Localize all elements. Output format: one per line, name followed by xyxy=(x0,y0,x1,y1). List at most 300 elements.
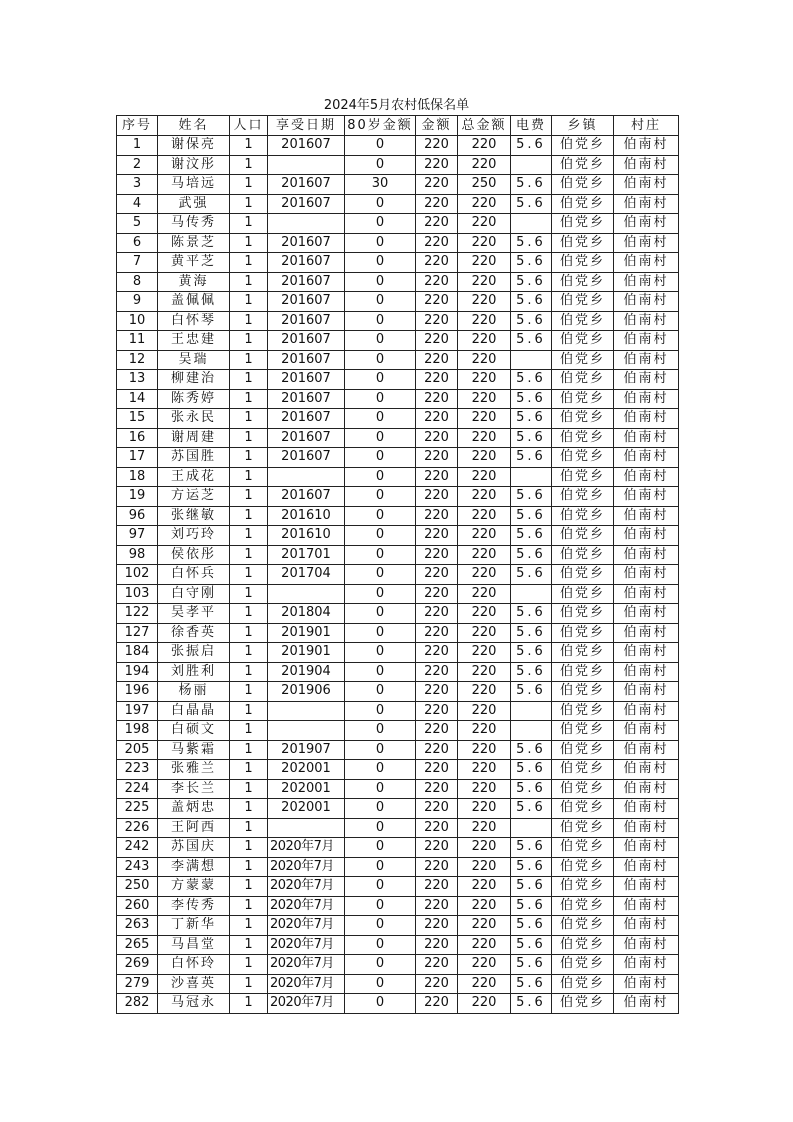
table-row xyxy=(117,721,679,741)
electricity-fee-cell xyxy=(511,701,552,721)
electricity-fee-cell: 5.6 xyxy=(511,448,552,468)
amount-cell: 220 xyxy=(416,857,458,877)
population-cell: 1 xyxy=(230,526,268,546)
table-row xyxy=(117,779,679,799)
name-cell: 张永民 xyxy=(158,409,230,429)
amount-cell: 220 xyxy=(416,350,458,370)
age80-amount-cell: 0 xyxy=(345,136,416,156)
name-cell: 刘巧玲 xyxy=(158,526,230,546)
electricity-fee-cell: 5.6 xyxy=(511,506,552,526)
name-cell: 马紫霜 xyxy=(158,740,230,760)
population-cell: 1 xyxy=(230,194,268,214)
table-row xyxy=(117,916,679,936)
village-cell: 伯南村 xyxy=(614,175,679,195)
township-cell: 伯党乡 xyxy=(552,331,614,351)
population-cell: 1 xyxy=(230,643,268,663)
age80-amount-cell: 0 xyxy=(345,292,416,312)
start-date-cell: 201607 xyxy=(268,448,345,468)
serial-no-cell: 103 xyxy=(117,584,158,604)
total-amount-cell: 220 xyxy=(458,311,511,331)
total-amount-cell: 220 xyxy=(458,467,511,487)
electricity-fee-cell: 5.6 xyxy=(511,682,552,702)
serial-no-cell: 18 xyxy=(117,467,158,487)
electricity-fee-cell: 5.6 xyxy=(511,194,552,214)
population-cell: 1 xyxy=(230,370,268,390)
total-amount-cell: 220 xyxy=(458,545,511,565)
table-row xyxy=(117,643,679,663)
start-date-cell xyxy=(268,701,345,721)
table-row xyxy=(117,623,679,643)
table-row xyxy=(117,974,679,994)
village-cell: 伯南村 xyxy=(614,682,679,702)
age80-amount-cell: 0 xyxy=(345,545,416,565)
age80-amount-cell: 0 xyxy=(345,701,416,721)
serial-no-cell: 7 xyxy=(117,253,158,273)
electricity-fee-cell: 5.6 xyxy=(511,428,552,448)
table-row xyxy=(117,487,679,507)
village-cell: 伯南村 xyxy=(614,662,679,682)
township-cell: 伯党乡 xyxy=(552,194,614,214)
population-cell: 1 xyxy=(230,428,268,448)
total-amount-cell: 220 xyxy=(458,292,511,312)
name-cell: 白怀琴 xyxy=(158,311,230,331)
age80-amount-cell: 0 xyxy=(345,428,416,448)
serial-no-cell: 127 xyxy=(117,623,158,643)
total-amount-cell: 220 xyxy=(458,740,511,760)
table-row xyxy=(117,272,679,292)
start-date-cell xyxy=(268,155,345,175)
village-cell: 伯南村 xyxy=(614,643,679,663)
amount-cell: 220 xyxy=(416,799,458,819)
name-cell: 白怀玲 xyxy=(158,955,230,975)
total-amount-cell: 220 xyxy=(458,253,511,273)
village-cell: 伯南村 xyxy=(614,818,679,838)
start-date-cell: 201804 xyxy=(268,604,345,624)
low-income-roster-table xyxy=(116,115,679,1014)
total-amount-cell: 220 xyxy=(458,779,511,799)
township-cell: 伯党乡 xyxy=(552,896,614,916)
age80-amount-cell: 0 xyxy=(345,896,416,916)
serial-no-cell: 1 xyxy=(117,136,158,156)
population-cell: 1 xyxy=(230,682,268,702)
total-amount-cell: 220 xyxy=(458,370,511,390)
table-row xyxy=(117,838,679,858)
table-row xyxy=(117,311,679,331)
table-row xyxy=(117,740,679,760)
population-cell: 1 xyxy=(230,623,268,643)
village-cell: 伯南村 xyxy=(614,194,679,214)
total-amount-cell: 220 xyxy=(458,155,511,175)
electricity-fee-cell: 5.6 xyxy=(511,565,552,585)
serial-no-cell: 2 xyxy=(117,155,158,175)
township-cell: 伯党乡 xyxy=(552,487,614,507)
total-amount-cell: 220 xyxy=(458,214,511,234)
township-cell: 伯党乡 xyxy=(552,818,614,838)
total-amount-cell: 220 xyxy=(458,584,511,604)
name-cell: 黄平芝 xyxy=(158,253,230,273)
total-amount-cell: 220 xyxy=(458,331,511,351)
table-row xyxy=(117,662,679,682)
village-cell: 伯南村 xyxy=(614,857,679,877)
serial-no-cell: 19 xyxy=(117,487,158,507)
village-cell: 伯南村 xyxy=(614,526,679,546)
amount-cell: 220 xyxy=(416,740,458,760)
serial-no-cell: 265 xyxy=(117,935,158,955)
age80-amount-cell: 0 xyxy=(345,233,416,253)
table-row xyxy=(117,409,679,429)
village-cell: 伯南村 xyxy=(614,428,679,448)
village-cell: 伯南村 xyxy=(614,370,679,390)
population-cell: 1 xyxy=(230,448,268,468)
total-amount-cell: 220 xyxy=(458,974,511,994)
amount-cell: 220 xyxy=(416,370,458,390)
header-township: 乡镇 xyxy=(552,116,614,136)
electricity-fee-cell: 5.6 xyxy=(511,253,552,273)
name-cell: 李传秀 xyxy=(158,896,230,916)
population-cell: 1 xyxy=(230,604,268,624)
township-cell: 伯党乡 xyxy=(552,779,614,799)
total-amount-cell: 220 xyxy=(458,272,511,292)
name-cell: 苏国庆 xyxy=(158,838,230,858)
name-cell: 盖炳忠 xyxy=(158,799,230,819)
header-total-amount: 总金额 xyxy=(458,116,511,136)
township-cell: 伯党乡 xyxy=(552,604,614,624)
serial-no-cell: 198 xyxy=(117,721,158,741)
table-row xyxy=(117,955,679,975)
age80-amount-cell: 0 xyxy=(345,467,416,487)
header-village: 村庄 xyxy=(614,116,679,136)
amount-cell: 220 xyxy=(416,838,458,858)
amount-cell: 220 xyxy=(416,409,458,429)
serial-no-cell: 102 xyxy=(117,565,158,585)
population-cell: 1 xyxy=(230,896,268,916)
age80-amount-cell: 0 xyxy=(345,331,416,351)
name-cell: 方蒙蒙 xyxy=(158,877,230,897)
name-cell: 吴孝平 xyxy=(158,604,230,624)
township-cell: 伯党乡 xyxy=(552,857,614,877)
start-date-cell: 201901 xyxy=(268,623,345,643)
population-cell: 1 xyxy=(230,760,268,780)
electricity-fee-cell: 5.6 xyxy=(511,272,552,292)
village-cell: 伯南村 xyxy=(614,935,679,955)
serial-no-cell: 225 xyxy=(117,799,158,819)
township-cell: 伯党乡 xyxy=(552,916,614,936)
village-cell: 伯南村 xyxy=(614,389,679,409)
name-cell: 马培远 xyxy=(158,175,230,195)
age80-amount-cell: 0 xyxy=(345,487,416,507)
total-amount-cell: 220 xyxy=(458,623,511,643)
electricity-fee-cell xyxy=(511,584,552,604)
population-cell: 1 xyxy=(230,331,268,351)
header-age80-amount: 80岁金额 xyxy=(345,116,416,136)
start-date-cell: 2020年7月 xyxy=(268,994,345,1014)
document-title: 2024年5月农村低保名单 xyxy=(323,98,470,113)
serial-no-cell: 224 xyxy=(117,779,158,799)
name-cell: 谢保亮 xyxy=(158,136,230,156)
township-cell: 伯党乡 xyxy=(552,526,614,546)
serial-no-cell: 97 xyxy=(117,526,158,546)
amount-cell: 220 xyxy=(416,896,458,916)
start-date-cell: 201904 xyxy=(268,662,345,682)
name-cell: 白怀兵 xyxy=(158,565,230,585)
amount-cell: 220 xyxy=(416,760,458,780)
serial-no-cell: 14 xyxy=(117,389,158,409)
population-cell: 1 xyxy=(230,994,268,1014)
village-cell: 伯南村 xyxy=(614,350,679,370)
township-cell: 伯党乡 xyxy=(552,233,614,253)
electricity-fee-cell: 5.6 xyxy=(511,545,552,565)
start-date-cell: 201607 xyxy=(268,233,345,253)
serial-no-cell: 6 xyxy=(117,233,158,253)
total-amount-cell: 220 xyxy=(458,955,511,975)
township-cell: 伯党乡 xyxy=(552,467,614,487)
serial-no-cell: 279 xyxy=(117,974,158,994)
serial-no-cell: 17 xyxy=(117,448,158,468)
population-cell: 1 xyxy=(230,233,268,253)
table-row xyxy=(117,682,679,702)
village-cell: 伯南村 xyxy=(614,311,679,331)
township-cell: 伯党乡 xyxy=(552,935,614,955)
age80-amount-cell: 0 xyxy=(345,643,416,663)
age80-amount-cell: 0 xyxy=(345,194,416,214)
amount-cell: 220 xyxy=(416,916,458,936)
name-cell: 沙喜英 xyxy=(158,974,230,994)
township-cell: 伯党乡 xyxy=(552,370,614,390)
population-cell: 1 xyxy=(230,799,268,819)
age80-amount-cell: 0 xyxy=(345,721,416,741)
village-cell: 伯南村 xyxy=(614,623,679,643)
age80-amount-cell: 0 xyxy=(345,779,416,799)
electricity-fee-cell: 5.6 xyxy=(511,799,552,819)
township-cell: 伯党乡 xyxy=(552,409,614,429)
population-cell: 1 xyxy=(230,740,268,760)
village-cell: 伯南村 xyxy=(614,955,679,975)
township-cell: 伯党乡 xyxy=(552,643,614,663)
population-cell: 1 xyxy=(230,136,268,156)
village-cell: 伯南村 xyxy=(614,994,679,1014)
amount-cell: 220 xyxy=(416,818,458,838)
electricity-fee-cell: 5.6 xyxy=(511,935,552,955)
serial-no-cell: 197 xyxy=(117,701,158,721)
age80-amount-cell: 0 xyxy=(345,955,416,975)
amount-cell: 220 xyxy=(416,643,458,663)
total-amount-cell: 220 xyxy=(458,857,511,877)
age80-amount-cell: 30 xyxy=(345,175,416,195)
population-cell: 1 xyxy=(230,214,268,234)
serial-no-cell: 243 xyxy=(117,857,158,877)
township-cell: 伯党乡 xyxy=(552,506,614,526)
township-cell: 伯党乡 xyxy=(552,838,614,858)
table-row xyxy=(117,896,679,916)
start-date-cell xyxy=(268,467,345,487)
start-date-cell: 201607 xyxy=(268,350,345,370)
population-cell: 1 xyxy=(230,818,268,838)
village-cell: 伯南村 xyxy=(614,779,679,799)
village-cell: 伯南村 xyxy=(614,740,679,760)
amount-cell: 220 xyxy=(416,194,458,214)
name-cell: 王阿西 xyxy=(158,818,230,838)
age80-amount-cell: 0 xyxy=(345,994,416,1014)
table-row xyxy=(117,701,679,721)
village-cell: 伯南村 xyxy=(614,974,679,994)
electricity-fee-cell: 5.6 xyxy=(511,409,552,429)
total-amount-cell: 220 xyxy=(458,526,511,546)
village-cell: 伯南村 xyxy=(614,760,679,780)
start-date-cell: 202001 xyxy=(268,799,345,819)
total-amount-cell: 220 xyxy=(458,643,511,663)
age80-amount-cell: 0 xyxy=(345,584,416,604)
electricity-fee-cell: 5.6 xyxy=(511,662,552,682)
township-cell: 伯党乡 xyxy=(552,175,614,195)
population-cell: 1 xyxy=(230,175,268,195)
amount-cell: 220 xyxy=(416,721,458,741)
age80-amount-cell: 0 xyxy=(345,506,416,526)
age80-amount-cell: 0 xyxy=(345,799,416,819)
population-cell: 1 xyxy=(230,292,268,312)
total-amount-cell: 220 xyxy=(458,389,511,409)
table-row xyxy=(117,545,679,565)
table-row xyxy=(117,760,679,780)
amount-cell: 220 xyxy=(416,584,458,604)
serial-no-cell: 184 xyxy=(117,643,158,663)
township-cell: 伯党乡 xyxy=(552,955,614,975)
name-cell: 马冠永 xyxy=(158,994,230,1014)
electricity-fee-cell: 5.6 xyxy=(511,526,552,546)
total-amount-cell: 220 xyxy=(458,935,511,955)
name-cell: 陈秀婷 xyxy=(158,389,230,409)
electricity-fee-cell: 5.6 xyxy=(511,916,552,936)
township-cell: 伯党乡 xyxy=(552,974,614,994)
township-cell: 伯党乡 xyxy=(552,682,614,702)
township-cell: 伯党乡 xyxy=(552,253,614,273)
header-start-date: 享受日期 xyxy=(268,116,345,136)
start-date-cell: 201607 xyxy=(268,409,345,429)
serial-no-cell: 122 xyxy=(117,604,158,624)
electricity-fee-cell: 5.6 xyxy=(511,292,552,312)
electricity-fee-cell: 5.6 xyxy=(511,487,552,507)
start-date-cell: 201906 xyxy=(268,682,345,702)
table-row xyxy=(117,799,679,819)
start-date-cell: 2020年7月 xyxy=(268,877,345,897)
village-cell: 伯南村 xyxy=(614,896,679,916)
age80-amount-cell: 0 xyxy=(345,253,416,273)
total-amount-cell: 220 xyxy=(458,409,511,429)
amount-cell: 220 xyxy=(416,526,458,546)
electricity-fee-cell: 5.6 xyxy=(511,974,552,994)
total-amount-cell: 220 xyxy=(458,701,511,721)
electricity-fee-cell xyxy=(511,467,552,487)
name-cell: 王忠建 xyxy=(158,331,230,351)
age80-amount-cell: 0 xyxy=(345,935,416,955)
total-amount-cell: 220 xyxy=(458,896,511,916)
village-cell: 伯南村 xyxy=(614,272,679,292)
population-cell: 1 xyxy=(230,155,268,175)
table-row xyxy=(117,175,679,195)
start-date-cell: 201607 xyxy=(268,194,345,214)
name-cell: 苏国胜 xyxy=(158,448,230,468)
total-amount-cell: 220 xyxy=(458,448,511,468)
electricity-fee-cell: 5.6 xyxy=(511,857,552,877)
table-row xyxy=(117,253,679,273)
population-cell: 1 xyxy=(230,974,268,994)
electricity-fee-cell xyxy=(511,721,552,741)
total-amount-cell: 220 xyxy=(458,760,511,780)
village-cell: 伯南村 xyxy=(614,233,679,253)
start-date-cell: 201607 xyxy=(268,331,345,351)
electricity-fee-cell: 5.6 xyxy=(511,955,552,975)
electricity-fee-cell xyxy=(511,818,552,838)
township-cell: 伯党乡 xyxy=(552,740,614,760)
serial-no-cell: 12 xyxy=(117,350,158,370)
header-amount: 金额 xyxy=(416,116,458,136)
total-amount-cell: 220 xyxy=(458,506,511,526)
total-amount-cell: 220 xyxy=(458,799,511,819)
amount-cell: 220 xyxy=(416,974,458,994)
total-amount-cell: 220 xyxy=(458,682,511,702)
amount-cell: 220 xyxy=(416,955,458,975)
total-amount-cell: 220 xyxy=(458,818,511,838)
electricity-fee-cell: 5.6 xyxy=(511,643,552,663)
amount-cell: 220 xyxy=(416,214,458,234)
table-row xyxy=(117,428,679,448)
age80-amount-cell: 0 xyxy=(345,526,416,546)
amount-cell: 220 xyxy=(416,487,458,507)
age80-amount-cell: 0 xyxy=(345,409,416,429)
start-date-cell: 201607 xyxy=(268,175,345,195)
total-amount-cell: 220 xyxy=(458,233,511,253)
start-date-cell: 201607 xyxy=(268,311,345,331)
electricity-fee-cell: 5.6 xyxy=(511,233,552,253)
population-cell: 1 xyxy=(230,409,268,429)
table-row xyxy=(117,935,679,955)
village-cell: 伯南村 xyxy=(614,799,679,819)
serial-no-cell: 282 xyxy=(117,994,158,1014)
amount-cell: 220 xyxy=(416,545,458,565)
village-cell: 伯南村 xyxy=(614,331,679,351)
name-cell: 方运芝 xyxy=(158,487,230,507)
village-cell: 伯南村 xyxy=(614,214,679,234)
village-cell: 伯南村 xyxy=(614,155,679,175)
electricity-fee-cell: 5.6 xyxy=(511,331,552,351)
township-cell: 伯党乡 xyxy=(552,136,614,156)
start-date-cell: 201901 xyxy=(268,643,345,663)
name-cell: 张继敏 xyxy=(158,506,230,526)
start-date-cell: 201607 xyxy=(268,292,345,312)
age80-amount-cell: 0 xyxy=(345,974,416,994)
electricity-fee-cell: 5.6 xyxy=(511,896,552,916)
township-cell: 伯党乡 xyxy=(552,877,614,897)
age80-amount-cell: 0 xyxy=(345,662,416,682)
township-cell: 伯党乡 xyxy=(552,721,614,741)
start-date-cell: 201610 xyxy=(268,506,345,526)
table-row xyxy=(117,994,679,1014)
population-cell: 1 xyxy=(230,779,268,799)
population-cell: 1 xyxy=(230,467,268,487)
age80-amount-cell: 0 xyxy=(345,214,416,234)
table-row xyxy=(117,136,679,156)
amount-cell: 220 xyxy=(416,175,458,195)
header-serial-no: 序号 xyxy=(117,116,158,136)
start-date-cell: 2020年7月 xyxy=(268,838,345,858)
name-cell: 柳建治 xyxy=(158,370,230,390)
population-cell: 1 xyxy=(230,350,268,370)
population-cell: 1 xyxy=(230,506,268,526)
name-cell: 马传秀 xyxy=(158,214,230,234)
header-name: 姓名 xyxy=(158,116,230,136)
age80-amount-cell: 0 xyxy=(345,760,416,780)
age80-amount-cell: 0 xyxy=(345,155,416,175)
amount-cell: 220 xyxy=(416,233,458,253)
